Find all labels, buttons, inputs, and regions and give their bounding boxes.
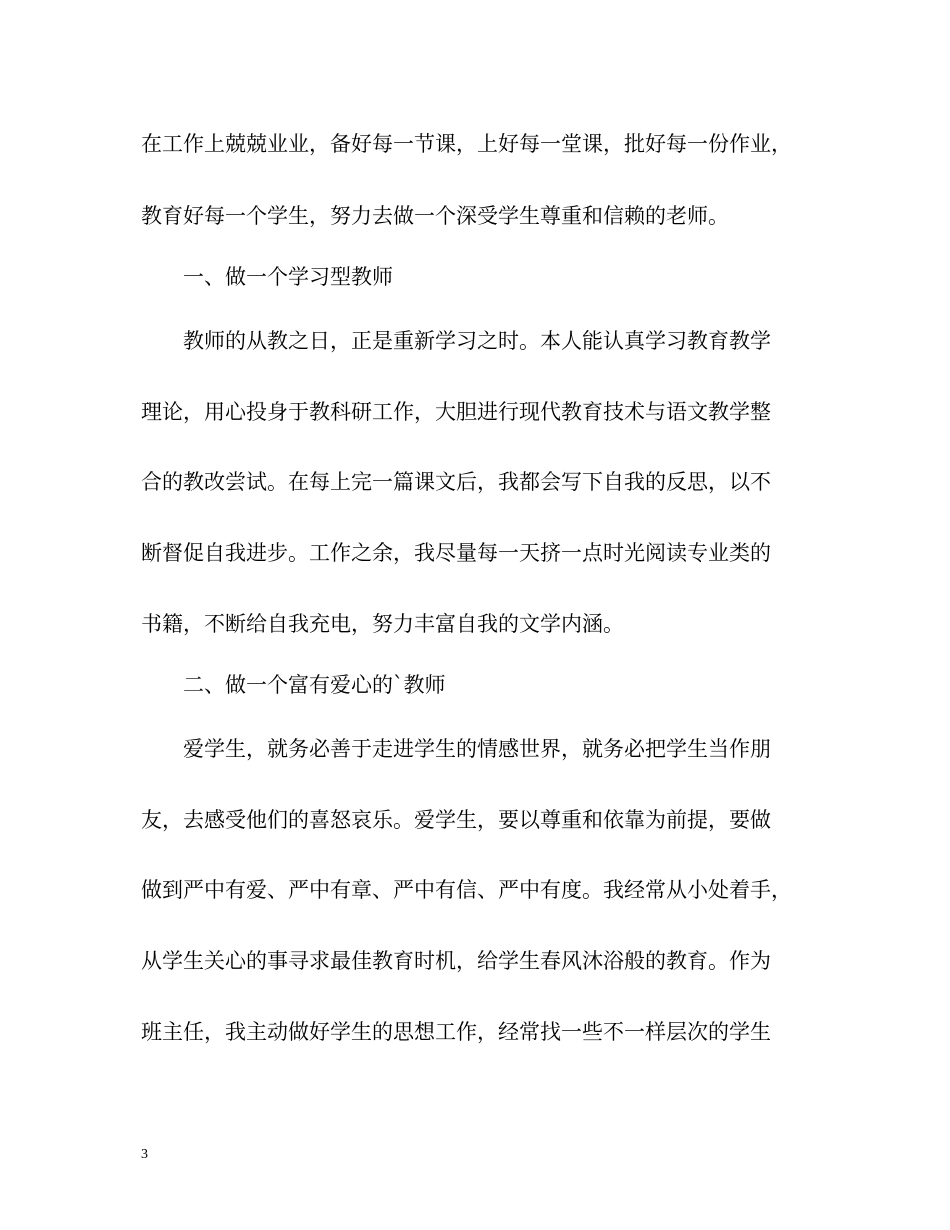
text-line-5: 合的教改尝试。在每上完一篇课文后，我都会写下自我的反思，以不 (141, 470, 771, 494)
text-line-3: 教师的从教之日，正是重新学习之时。本人能认真学习教育教学 (183, 329, 771, 353)
text-line-11: 从学生关心的事寻求最佳教育时机，给学生春风沐浴般的教育。作为 (141, 949, 771, 973)
text-line-8: 爱学生，就务必善于走进学生的情感世界，就务必把学生当作朋 (183, 737, 771, 761)
text-line-1: 在工作上兢兢业业，备好每一节课，上好每一堂课，批好每一份作业， (141, 132, 792, 156)
text-line-10: 做到严中有爱、严中有章、严中有信、严中有度。我经常从小处着手， (141, 878, 792, 902)
text-line-4: 理论，用心投身于教科研工作，大胆进行现代教育技术与语文教学整 (141, 400, 771, 424)
text-line-2: 教育好每一个学生，努力去做一个深受学生尊重和信赖的老师。 (141, 204, 729, 228)
text-line-12: 班主任，我主动做好学生的思想工作，经常找一些不一样层次的学生 (141, 1020, 771, 1044)
section-heading-1: 一、做一个学习型教师 (183, 265, 393, 289)
text-line-6: 断督促自我进步。工作之余，我尽量每一天挤一点时光阅读专业类的 (141, 541, 771, 565)
page-number: 3 (141, 1147, 148, 1162)
text-line-9: 友，去感受他们的喜怒哀乐。爱学生，要以尊重和依靠为前提，要做 (141, 808, 771, 832)
section-heading-2: 二、做一个富有爱心的`教师 (183, 673, 446, 697)
text-line-7: 书籍，不断给自我充电，努力丰富自我的文学内涵。 (141, 612, 624, 636)
